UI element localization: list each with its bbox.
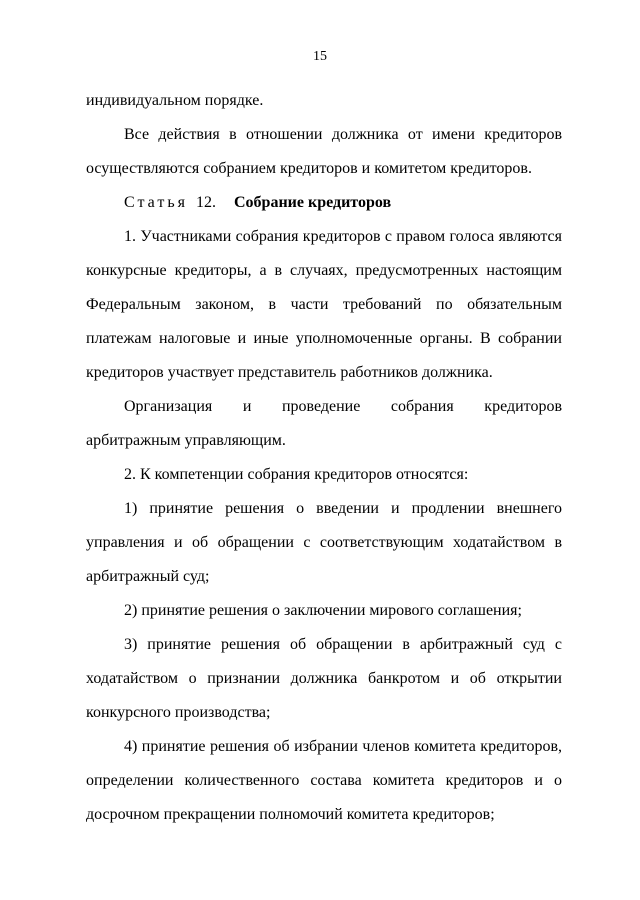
text-line: Все действия в отношении должника от имени кредиторов — [124, 126, 562, 143]
text-line: Организация и проведение собрания кредиторов — [124, 398, 562, 415]
article-heading — [86, 186, 562, 220]
text-line: арбитражным управляющим. — [86, 432, 286, 449]
text-line: конкурсные кредиторы, а в случаях, предусмотренных настоящим — [86, 262, 562, 279]
text-line: конкурсного производства; — [86, 704, 271, 721]
text-line: досрочном прекращении полномочий комитета кредиторов; — [86, 806, 495, 823]
text-line: 1. Участниками собрания кредиторов с правом голоса являются — [124, 228, 562, 245]
text-line: 2. К компетенции собрания кредиторов относятся: — [124, 466, 469, 483]
text-line: 1) принятие решения о введении и продлении внешнего — [124, 500, 562, 517]
article-title: Собрание кредиторов — [233, 194, 392, 211]
text-line: ходатайством о признании должника банкротом и об открытии — [86, 670, 562, 687]
page-number: 15 — [313, 49, 327, 64]
text-line: определении количественного состава комитета кредиторов и о — [86, 772, 562, 789]
text-line: 2) принятие решения о заключении мирового соглашения; — [124, 602, 522, 619]
text-line: платежам налоговые и иные уполномоченные органы. В собрании — [86, 330, 562, 347]
text-line: Федеральным законом, в части требований по обязательным — [86, 296, 562, 313]
article-number: 12. — [195, 194, 216, 211]
document-body — [86, 84, 562, 832]
text-line: осуществляются собранием кредиторов и комитетом кредиторов. — [86, 160, 532, 177]
text-line: индивидуальном порядке. — [86, 92, 264, 109]
article-label: Статья — [124, 194, 188, 211]
text-line: кредиторов участвует представитель работников должника. — [86, 364, 493, 381]
text-line: 4) принятие решения об избрании членов комитета кредиторов, — [124, 738, 562, 755]
text-line: управления и об обращении с соответствующим ходатайством в — [86, 534, 562, 551]
text-line: арбитражный суд; — [86, 568, 210, 585]
text-line: 3) принятие решения об обращении в арбитражный суд с — [124, 636, 562, 653]
